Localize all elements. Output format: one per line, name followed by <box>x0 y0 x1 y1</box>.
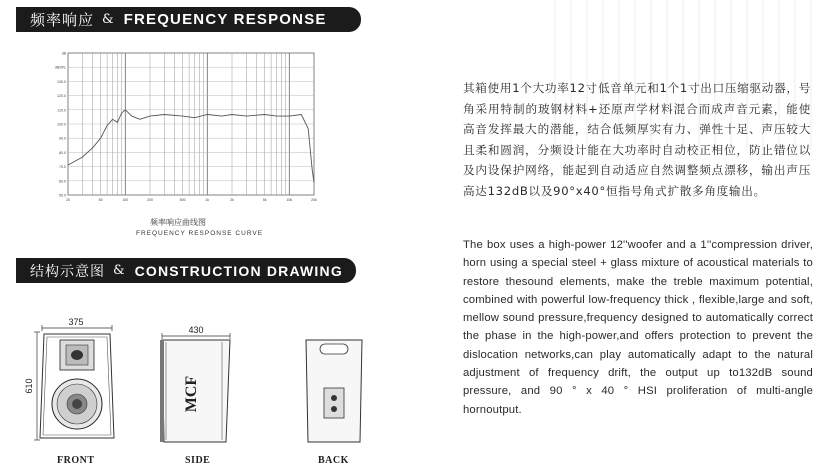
y-tick-label: 70.0 <box>59 165 66 170</box>
x-tick-label: 100 <box>122 198 129 202</box>
side-label: SIDE <box>185 455 211 466</box>
x-tick-label: 200 <box>147 198 153 202</box>
y-tick-label: 120.0 <box>57 94 66 99</box>
header-ampersand: & <box>102 12 114 27</box>
x-tick-label: 1k <box>205 198 210 202</box>
x-tick-label: 20k <box>311 198 317 202</box>
header-en-title: CONSTRUCTION DRAWING <box>134 262 343 279</box>
frequency-response-header <box>16 7 361 32</box>
y-tick-label: dBSPL <box>54 65 66 70</box>
front-view-drawing <box>24 316 124 446</box>
handle <box>320 344 348 354</box>
construction-drawing-header <box>16 258 356 283</box>
x-tick-label: 10k <box>286 198 293 202</box>
x-tick-label: 500 <box>179 198 186 202</box>
header-cn-title: 结构示意图 <box>30 263 105 280</box>
y-tick-label: 50.0 <box>59 193 66 198</box>
side-view-drawing <box>150 324 240 446</box>
x-tick-label: 5k <box>262 198 267 202</box>
header-cn-title: 频率响应 <box>30 11 95 29</box>
x-tick-label: 50 <box>98 198 103 202</box>
header-en-title: FREQUENCY RESPONSE <box>123 11 327 28</box>
chart-caption-cn: 频率响应曲线图 <box>150 218 206 227</box>
chart-caption-en: FREQUENCY RESPONSE CURVE <box>136 230 264 237</box>
y-tick-label: 60.0 <box>59 179 66 184</box>
brand-logo: MCF <box>183 375 200 413</box>
y-tick-label: 130.0 <box>57 79 66 84</box>
back-label: BACK <box>318 455 349 466</box>
height-dimension: 610 <box>24 378 34 394</box>
x-tick-label: 20 <box>66 198 70 202</box>
x-tick-label: 2k <box>230 198 234 202</box>
y-tick-label: 90.0 <box>59 136 66 141</box>
description-chinese: 其箱使用1个大功率12寸低音单元和1个1寸出口压缩驱动器，号角采用特制的玻钢材料+还原声学材料混合而成声音元素，能使高音发挥最大的潜能，结合低频厚实有力、弹性十足、声压较大且柔和圆润，分频设计能在大功率时自动校正相位，防止错位以及内设保护网络，能起到自动适应自然调整频点漂移，输出声压高达132dB以及90°x40°恒指号角式扩散多角度输出。 <box>463 81 811 198</box>
y-tick-label: 80.0 <box>59 150 66 155</box>
connector-plate <box>324 388 344 418</box>
y-tick-label: 100.0 <box>57 122 66 127</box>
chart-svg <box>52 47 326 209</box>
width-dimension: 375 <box>68 317 84 327</box>
y-tick-label: dB <box>61 51 66 56</box>
header-ampersand: & <box>113 263 125 278</box>
y-tick-label: 110.0 <box>57 108 66 113</box>
back-view-drawing <box>300 324 370 446</box>
frequency-response-chart <box>52 47 326 209</box>
description-english: The box uses a high-power 12''woofer and a 1''compression driver, horn using a special steel + glass mixture of acoustical materials to restore thesound elements, make the treble maximum potential, combined with powerful low-frequency thick , flexible,large and soft, mellow sound pressure,frequency designed to automatically correct the phase in the high-power,and offers protection to prevent the dislocation networks,can play automatically adapt to the natural adjustment of frequency drift, the output up to132dB sound pressure, and 90 ° x 40 ° HSI proliferation of multi-angle hornoutput. <box>463 239 813 416</box>
depth-dimension: 430 <box>188 325 204 335</box>
front-label: FRONT <box>57 455 95 466</box>
